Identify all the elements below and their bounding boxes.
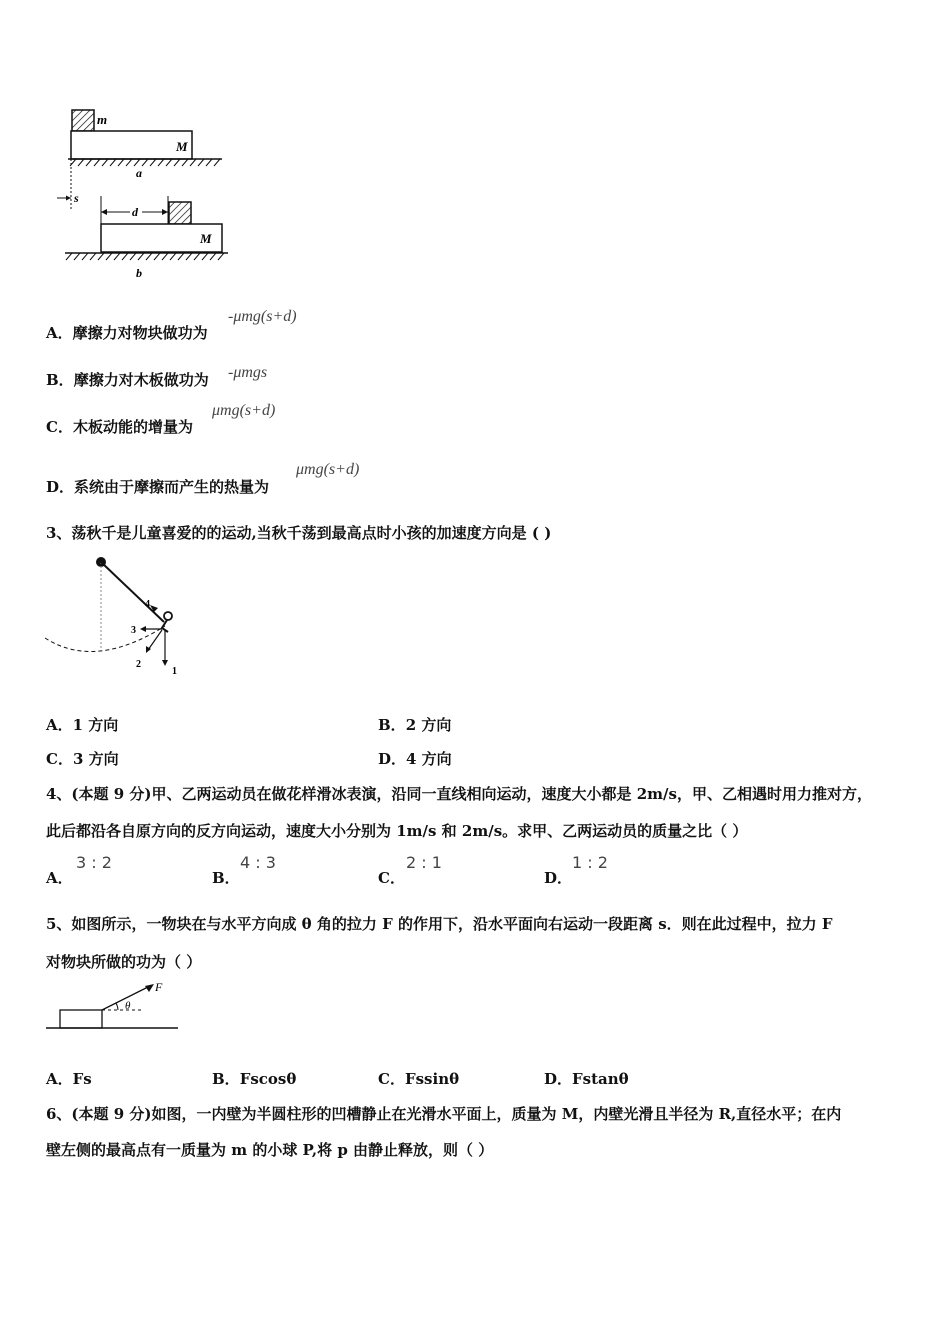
label-M-a: M [176, 139, 188, 154]
option-letter: B． [212, 1070, 240, 1088]
q5-stem-line2: 对物块所做的功为（ ） [46, 953, 202, 971]
ground-hatch-b [66, 253, 224, 260]
option-letter: A． [46, 869, 73, 887]
q4-stem-line2: 此后都沿各自原方向的反方向运动，速度大小分别为 1m/s 和 2m/s。求甲、乙两运动员的质量之比（ ） [46, 822, 748, 840]
q3-option-d[interactable] [378, 748, 452, 769]
q2-option-d-formula: μmg(s+d) [296, 461, 360, 478]
swing-rope [101, 562, 164, 622]
option-text: 4 方向 [406, 750, 452, 768]
option-letter: D． [544, 1070, 573, 1088]
ground-hatch-a [70, 159, 220, 166]
arrow-2 [148, 630, 162, 650]
option-text: 摩擦力对物块做功为 [72, 324, 208, 342]
label-d: d [132, 205, 138, 219]
q2-option-a-formula: -μmg(s+d) [228, 308, 297, 325]
option-letter: C． [46, 418, 73, 436]
label-1: 1 [172, 666, 177, 677]
option-text: 木板动能的增量为 [72, 418, 193, 436]
option-letter: B． [378, 716, 406, 734]
label-F: F [155, 980, 163, 994]
option-letter: C． [46, 750, 73, 768]
q5-option-b[interactable] [212, 1068, 296, 1089]
q5-option-d[interactable] [544, 1068, 629, 1089]
q3-option-b[interactable] [378, 714, 451, 735]
option-letter: D． [378, 750, 407, 768]
label-b: b [136, 266, 142, 280]
label-m: m [97, 112, 108, 127]
option-letter: A． [46, 716, 73, 734]
q2-option-b[interactable] [46, 369, 209, 390]
block [60, 1010, 102, 1028]
option-text: Fscosθ [239, 1070, 297, 1088]
arrow-3-head [140, 626, 146, 632]
option-letter: C． [378, 869, 405, 887]
swing-figure [40, 550, 190, 680]
label-4: 4 [145, 599, 150, 610]
q4-option-d[interactable] [544, 867, 572, 888]
label-theta: θ [125, 1000, 131, 1012]
q5-stem-line1: 5、如图所示，一物块在与水平方向成 θ 角的拉力 F 的作用下，沿水平面向右运动一段距离 s．则在此过程中，拉力 F [46, 915, 833, 933]
label-2: 2 [136, 659, 141, 670]
q2-option-d[interactable] [46, 476, 269, 497]
q6-stem-line1: 6、(本题 9 分)如图，一内壁为半圆柱形的凹槽静止在光滑水平面上，质量为 M，内壁光滑且半径为 R,直径水平；在内 [46, 1105, 842, 1123]
label-3: 3 [131, 625, 136, 636]
q2-option-c-formula: μmg(s+d) [212, 402, 276, 419]
option-text: 系统由于摩擦而产生的热量为 [74, 478, 270, 496]
force-arrowhead [145, 984, 154, 992]
option-letter: A． [46, 324, 73, 342]
angle-arc [116, 1003, 118, 1010]
q6-stem-line2: 壁左侧的最高点有一质量为 m 的小球 P,将 p 由静止释放，则（ ） [46, 1141, 494, 1159]
q4-option-a-value: 3 : 2 [76, 853, 112, 872]
option-text: 1 方向 [72, 716, 119, 734]
option-text: 3 方向 [72, 750, 119, 768]
option-text: 2 方向 [405, 716, 452, 734]
q5-option-c[interactable] [378, 1068, 459, 1089]
arrow-1-head [162, 660, 168, 666]
board-M-a [71, 131, 192, 159]
d-arrowhead-right [162, 209, 168, 215]
pulling-force-figure [44, 978, 184, 1038]
option-letter: C． [378, 1070, 405, 1088]
option-text: Fssinθ [404, 1070, 460, 1088]
option-letter: D． [544, 869, 573, 887]
option-letter: D． [46, 478, 75, 496]
option-letter: A． [46, 1070, 73, 1088]
block-board-figure [50, 100, 250, 285]
label-s: s [74, 191, 79, 205]
d-arrowhead-left [101, 209, 107, 215]
q3-stem: 3、荡秋千是儿童喜爱的的运动,当秋千荡到最高点时小孩的加速度方向是 ( ) [46, 524, 552, 542]
option-letter: B． [46, 371, 74, 389]
option-letter: B． [212, 869, 240, 887]
q2-option-a[interactable] [46, 322, 208, 343]
q4-option-c[interactable] [378, 867, 405, 888]
q4-option-b[interactable] [212, 867, 240, 888]
q2-option-c[interactable] [46, 416, 193, 437]
s-arrowhead [66, 196, 71, 201]
option-text: Fstanθ [572, 1070, 629, 1088]
label-a: a [136, 166, 142, 180]
q4-option-c-value: 2 : 1 [406, 853, 442, 872]
q3-option-c[interactable] [46, 748, 119, 769]
option-text: 摩擦力对木板做功为 [73, 371, 209, 389]
small-block-m-a [72, 110, 94, 131]
q4-stem-line1: 4、(本题 9 分)甲、乙两运动员在做花样滑冰表演，沿同一直线相向运动，速度大小都是 2m/s，甲、乙相遇时用力推对方， [46, 785, 872, 803]
small-block-m-b [169, 202, 191, 224]
q4-option-b-value: 4 : 3 [240, 853, 276, 872]
q4-option-a[interactable] [46, 867, 73, 888]
q3-option-a[interactable] [46, 714, 118, 735]
q5-option-a[interactable] [46, 1068, 92, 1089]
label-M-b: M [200, 231, 212, 246]
child-head [164, 612, 172, 620]
q2-option-b-formula: -μmgs [228, 364, 268, 381]
option-text: Fs [72, 1070, 92, 1088]
q4-option-d-value: 1 : 2 [572, 853, 608, 872]
